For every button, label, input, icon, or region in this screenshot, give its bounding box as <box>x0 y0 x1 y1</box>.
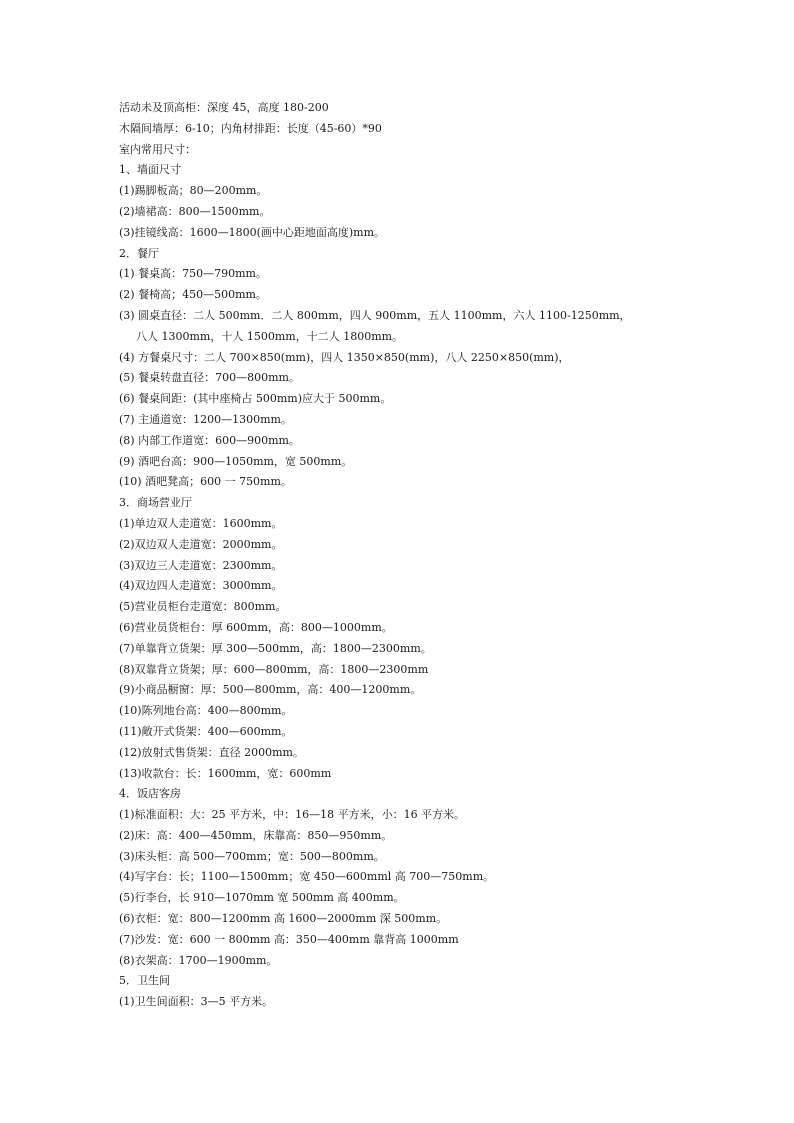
list-item: (10) 酒吧凳高；600 一 750mm。 <box>119 475 292 489</box>
list-item: (6) 餐桌间距：(其中座椅占 500mm)应大于 500mm。 <box>119 392 392 406</box>
list-item: (3) 圆桌直径：二人 500mm．二人 800mm，四人 900mm，五人 1100mm，六人 1100-1250mm， <box>119 308 631 322</box>
list-item: (8) 内部工作道宽：600—900mm。 <box>119 433 300 447</box>
list-item: (2) 餐椅高；450—500mm。 <box>119 288 267 302</box>
list-item: (13)收款台：长：1600mm，宽：600mm <box>119 766 332 780</box>
list-item: (2)墙裙高：800—1500mm。 <box>119 204 271 218</box>
list-item: (7) 主通道宽：1200—1300mm。 <box>119 412 292 426</box>
section-heading: 3．商场营业厅 <box>119 496 192 510</box>
list-item: (1)标准面积：大：25 平方米，中：16—18 平方米，小：16 平方米。 <box>119 808 466 822</box>
list-item: (12)放射式售货架：直径 2000mm。 <box>119 745 304 759</box>
document-body <box>119 98 739 1013</box>
section-heading: 2．餐厅 <box>119 246 159 260</box>
list-item: (4)双边四人走道宽：3000mm。 <box>119 579 283 593</box>
list-item: (10)陈列地台高：400—800mm。 <box>119 704 293 718</box>
list-item: (1)卫生间面积：3—5 平方米。 <box>119 995 274 1009</box>
list-item: (5) 餐桌转盘直径：700—800mm。 <box>119 371 300 385</box>
list-item: (7)单靠背立货架：厚 300—500mm，高：1800—2300mm。 <box>119 641 432 655</box>
list-item: (11)敞开式货架：400—600mm。 <box>119 724 293 738</box>
list-item: (8)双靠背立货架；厚：600—800mm，高：1800—2300mm <box>119 662 429 676</box>
list-item: (4)写字台：长；1100—1500mm；宽 450—600mml 高 700—750mm。 <box>119 870 495 884</box>
list-item: (2)床：高：400—450mm，床靠高：850—950mm。 <box>119 828 393 842</box>
section-heading: 4．饭店客房 <box>119 787 181 801</box>
list-item: (1)单边双人走道宽：1600mm。 <box>119 516 283 530</box>
list-item: (3)床头柜：高 500—700mm；宽：500—800mm。 <box>119 849 385 863</box>
list-item: (1)踢脚板高；80—200mm。 <box>119 184 268 198</box>
list-item-continuation: 八人 1300mm，十人 1500mm，十二人 1800mm。 <box>136 329 404 343</box>
text-line: 木隔间墙厚：6-10；内角材排距：长度（45-60）*90 <box>119 121 382 135</box>
list-item: (2)双边双人走道宽：2000mm。 <box>119 537 283 551</box>
list-item: (6)营业员货柜台：厚 600mm，高：800—1000mm。 <box>119 620 393 634</box>
list-item: (3)挂镜线高：1600—1800(画中心距地面高度)mm。 <box>119 225 386 239</box>
text-line: 室内常用尺寸： <box>119 142 196 156</box>
list-item: (9) 酒吧台高：900—1050mm，宽 500mm。 <box>119 454 353 468</box>
text-line: 活动未及顶高柜：深度 45，高度 180-200 <box>119 101 329 114</box>
list-item: (9)小商品橱窗：厚：500—800mm，高：400—1200mm。 <box>119 683 422 697</box>
section-heading: 1、墙面尺寸 <box>119 163 181 177</box>
section-heading: 5．卫生间 <box>119 974 170 988</box>
list-item: (8)衣架高：1700—1900mm。 <box>119 953 278 967</box>
list-item: (3)双边三人走道宽：2300mm。 <box>119 558 283 572</box>
list-item: (4) 方餐桌尺寸：二人 700×850(mm)，四人 1350×850(mm)，八人 2250×850(mm)， <box>119 350 570 364</box>
list-item: (7)沙发：宽：600 一 800mm 高：350—400mm 靠背高 1000mm <box>119 932 459 946</box>
list-item: (5)营业员柜台走道宽：800mm。 <box>119 600 287 614</box>
list-item: (6)衣柜：宽：800—1200mm 高 1600—2000mm 深 500mm。 <box>119 912 448 926</box>
list-item: (5)行李台，长 910—1070mm 宽 500mm 高 400mm。 <box>119 891 405 905</box>
list-item: (1) 餐桌高：750—790mm。 <box>119 267 267 281</box>
